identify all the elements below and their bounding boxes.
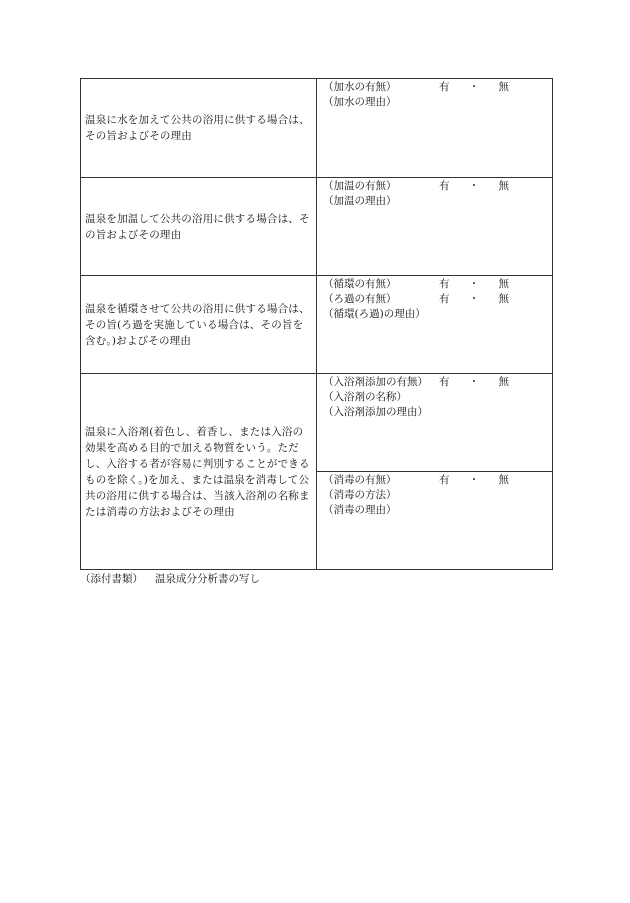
circulation-presence-line	[323, 277, 548, 292]
separator-dot: ・	[468, 81, 480, 93]
attachment-note	[80, 572, 260, 587]
separator-dot: ・	[468, 474, 480, 486]
filtration-presence-label: （ろ過の有無）	[323, 293, 397, 305]
attachment-label: （添付書類）	[80, 573, 143, 585]
additive-name-label: （入浴剤の名称）	[323, 391, 407, 403]
water-addition-field[interactable]	[317, 79, 553, 178]
heating-reason-label: （加温の理由）	[323, 195, 397, 207]
disinfection-yes-no[interactable]	[439, 473, 509, 488]
additive-presence-line	[323, 375, 548, 390]
disinfection-presence-label: （消毒の有無）	[323, 474, 397, 486]
additive-presence-label: （入浴剤添加の有無）	[323, 376, 428, 388]
application-form-table	[80, 78, 553, 570]
yes-option[interactable]: 有	[439, 180, 450, 192]
water-addition-presence-line	[323, 80, 548, 95]
attachment-text: 温泉成分分析書の写し	[155, 573, 260, 585]
circulation-presence-label: （循環の有無）	[323, 278, 397, 290]
water-addition-presence-label: （加水の有無）	[323, 81, 397, 93]
disinfection-presence-line	[323, 473, 548, 488]
water-addition-reason-label: （加水の理由）	[323, 96, 397, 108]
yes-option[interactable]: 有	[439, 278, 450, 290]
yes-option[interactable]: 有	[439, 474, 450, 486]
circulation-description: 温泉を循環させて公共の浴用に供する場合は、その旨(ろ過を実施している場合は、その旨を含む。)およびその理由	[81, 276, 317, 374]
bath-additive-field[interactable]	[317, 374, 553, 472]
no-option[interactable]: 無	[498, 180, 509, 192]
additive-reason-label: （入浴剤添加の理由）	[323, 406, 428, 418]
no-option[interactable]: 無	[498, 293, 509, 305]
separator-dot: ・	[468, 278, 480, 290]
heating-yes-no[interactable]	[439, 179, 509, 194]
no-option[interactable]: 無	[498, 278, 509, 290]
heating-reason-line	[323, 194, 548, 209]
water-addition-description: 温泉に水を加えて公共の浴用に供する場合は、その旨およびその理由	[81, 79, 317, 178]
disinfection-field[interactable]	[317, 472, 553, 570]
no-option[interactable]: 無	[498, 474, 509, 486]
heating-presence-line	[323, 179, 548, 194]
water-addition-reason-line	[323, 95, 548, 110]
disinfection-method-label: （消毒の方法）	[323, 489, 397, 501]
circulation-reason-line	[323, 307, 548, 322]
yes-option[interactable]: 有	[439, 81, 450, 93]
separator-dot: ・	[468, 376, 480, 388]
table-row-bath-additive	[81, 374, 553, 472]
additive-disinfection-description: 温泉に入浴剤(着色し、着香し、または入浴の効果を高める目的で加える物質をいう。ただし、入浴する者が容易に判別することができるものを除く。)を加え、または温泉を消毒して公共の浴用に供する場合は、当該入浴剤の名称または消毒の方法およびその理由	[81, 374, 317, 570]
no-option[interactable]: 無	[498, 81, 509, 93]
water-addition-yes-no[interactable]	[439, 80, 509, 95]
circulation-field[interactable]	[317, 276, 553, 374]
heating-field[interactable]	[317, 178, 553, 276]
table-row-water-addition	[81, 79, 553, 178]
additive-reason-line	[323, 405, 548, 420]
table-row-circulation	[81, 276, 553, 374]
circulation-reason-label: （循環(ろ過)の理由）	[323, 308, 426, 320]
separator-dot: ・	[468, 180, 480, 192]
additive-name-line	[323, 390, 548, 405]
heating-presence-label: （加温の有無）	[323, 180, 397, 192]
table-row-heating	[81, 178, 553, 276]
no-option[interactable]: 無	[498, 376, 509, 388]
yes-option[interactable]: 有	[439, 376, 450, 388]
yes-option[interactable]: 有	[439, 293, 450, 305]
disinfection-reason-label: （消毒の理由）	[323, 504, 397, 516]
additive-yes-no[interactable]	[439, 375, 509, 390]
disinfection-reason-line	[323, 503, 548, 518]
disinfection-method-line	[323, 488, 548, 503]
separator-dot: ・	[468, 293, 480, 305]
filtration-yes-no[interactable]	[439, 292, 509, 307]
circulation-yes-no[interactable]	[439, 277, 509, 292]
heating-description: 温泉を加温して公共の浴用に供する場合は、その旨およびその理由	[81, 178, 317, 276]
filtration-presence-line	[323, 292, 548, 307]
